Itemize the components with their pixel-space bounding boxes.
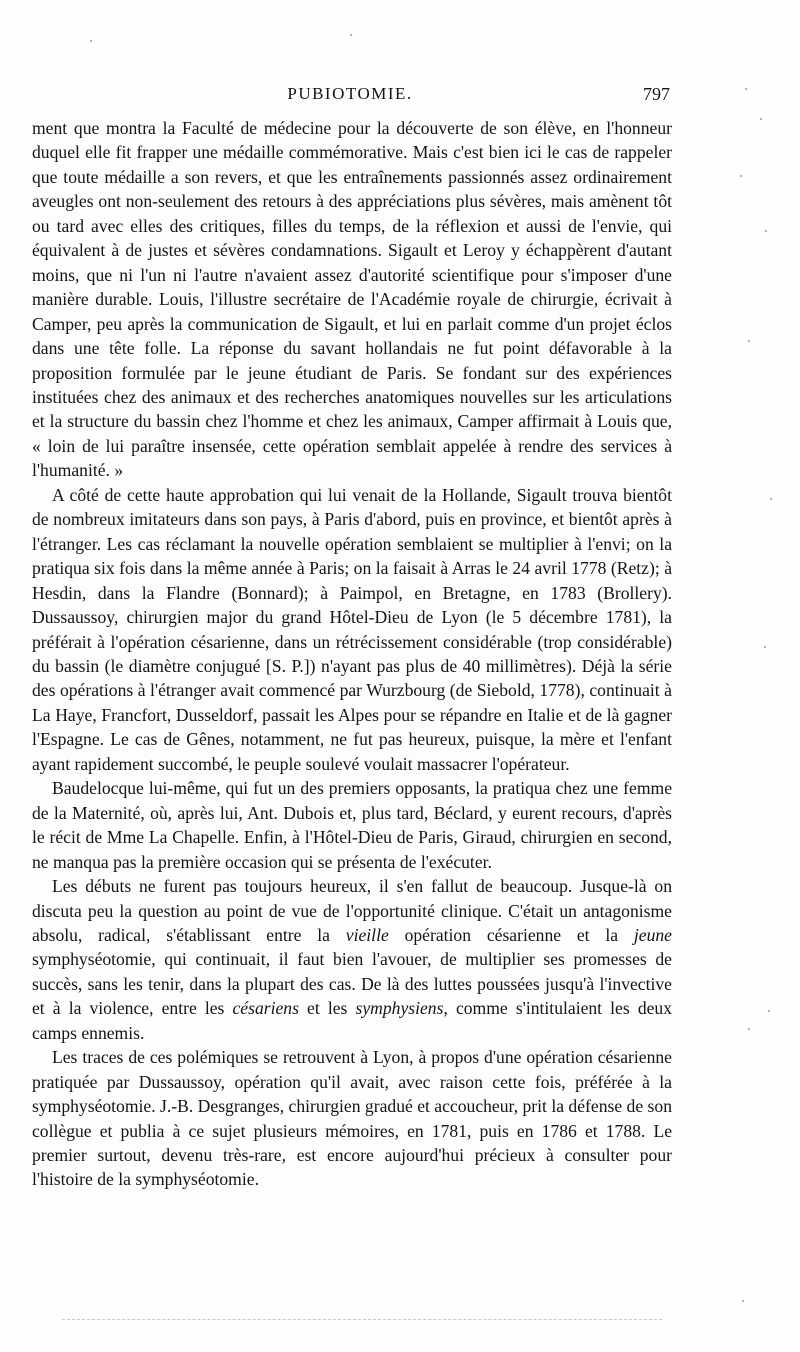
scan-speck <box>90 40 92 42</box>
running-title: PUBIOTOMIE. <box>287 84 413 103</box>
scan-speck <box>768 1010 770 1012</box>
scan-speck <box>742 1300 744 1302</box>
page-number: 797 <box>643 84 670 104</box>
paragraph-4-segment: , comme s'intitulaient les deux camps ennemis. <box>32 998 673 1043</box>
running-head <box>30 84 670 110</box>
paragraph-1: ment que montra la Faculté de médecine pour la découverte de son élève, en l'honneur duquel elle fit frapper une médaille commémorative. Mais c'est bien ici le cas de rappeler que toute médaille a son revers, et que les entraînements passionnés assez ordinairement aveugles ont non-seulement des retours à des appréciations plus sévères, mais amènent tôt ou tard avec elles des critiques, filles du temps, de la réflexion et aussi de l'envie, qui équivalent à de justes et sévères condamnations. Sigault et Leroy y échappèrent d'autant moins, que ni l'un ni l'autre n'avaient assez d'autorité scientifique pour s'imposer d'une manière durable. Louis, l'illustre secrétaire de l'Académie royale de chirurgie, écrivait à Camper, peu après la communication de Sigault, et lui en parlait comme d'un projet éclos dans une tête folle. La réponse du savant hollandais ne fut point défavorable à la proposition formulée par le jeune étudiant de Paris. Se fondant sur des expériences instituées chez des animaux et des recherches anatomiques nouvelles sur les articulations et la structure du bassin chez l'homme et chez les animaux, Camper affirmait à Louis que, « loin de lui paraître insensée, cette opération semblait appelée à rendre des services à l'humanité. » <box>32 118 672 481</box>
body-text <box>32 116 672 1192</box>
paragraph-4-italic-symphysiens: symphysiens <box>355 998 444 1019</box>
scan-speck <box>770 498 772 500</box>
paragraph-4-italic-vieille: vieille <box>345 924 389 945</box>
scan-speck <box>765 230 767 232</box>
paragraph-4-italic-cesariens: césariens <box>232 998 299 1019</box>
paragraph-3: Baudelocque lui-même, qui fut un des premiers opposants, la pratiqua chez une femme de la Maternité, où, après lui, Ant. Dubois et, plus tard, Béclard, y eurent recours, d'après le récit de Mme La Chapelle. Enfin, à l'Hôtel-Dieu de Paris, Giraud, chirurgien en second, ne manqua pas la première occasion qui se présenta de l'exécuter. <box>32 778 672 872</box>
paragraph-4-segment: Les débuts ne furent pas toujours heureux, il s'en fallut de beaucoup. Jusque-là on discuta peu la question au point de vue de l'opportunité clinique. C'était un antagonisme absolu, radical, s'établissant entre la <box>32 876 672 945</box>
scan-speck <box>760 118 762 120</box>
paragraph-5: Les traces de ces polémiques se retrouvent à Lyon, à propos d'une opération césarienne pratiquée par Dussaussoy, opération qu'il avait, avec raison cette fois, préférée à la symphyséotomie. J.-B. Desgranges, chirurgien gradué et accoucheur, prit la défense de son collègue et publia à ce sujet plusieurs mémoires, en 1781, puis en 1786 et 1788. Le premier surtout, devenu très-rare, est encore aujourd'hui précieux à consulter pour l'histoire de la symphyséotomie. <box>32 1047 672 1190</box>
scan-speck <box>764 646 766 648</box>
scan-speck <box>745 88 747 90</box>
bottom-scan-line <box>62 1319 662 1320</box>
scan-speck <box>748 340 750 342</box>
paragraph-4-segment: et les <box>298 998 356 1019</box>
paragraph-4-segment: opération césarienne et la <box>388 924 634 945</box>
scan-speck <box>748 1028 750 1030</box>
scan-speck <box>740 175 742 177</box>
paragraph-2: A côté de cette haute approbation qui lui venait de la Hollande, Sigault trouva bientôt de nombreux imitateurs dans son pays, à Paris d'abord, puis en province, et bientôt après à l'étranger. Les cas réclamant la nouvelle opération semblaient se multiplier à l'envi; on la pratiqua six fois dans la même année à Paris; on la faisait à Arras le 24 avril 1778 (Retz); à Hesdin, dans la Flandre (Bonnard); à Paimpol, en Bretagne, en 1783 (Brollery). Dussaussoy, chirurgien major du grand Hôtel-Dieu de Lyon (le 5 décembre 1781), la préférait à l'opération césarienne, dans un rétrécissement considérable (trop considérable) du bassin (le diamètre conjugué [S. P.]) n'ayant pas plus de 40 millimètres). Déjà la série des opérations à l'étranger avait commencé par Wurzbourg (de Siebold, 1778), continuait à La Haye, Francfort, Dusseldorf, passait les Alpes pour se répandre en Italie et de là gagner l'Espagne. Le cas de Gênes, notamment, ne fut pas heureux, puisque, la mère et l'enfant ayant rapidement succombé, le peuple soulevé voulait massacrer l'opérateur. <box>32 484 672 774</box>
scan-speck <box>350 34 352 36</box>
paragraph-4-italic-jeune: jeune <box>633 924 672 945</box>
paragraph-4-segment: symphyséotomie, qui continuait, il faut bien l'avouer, de multiplier ses promesses de succès, sans les tenir, dans la plupart des cas. De là des luttes poussées jusqu'à l'invective et à la violence, entre les <box>32 949 672 1019</box>
paragraph-4 <box>32 874 672 1045</box>
